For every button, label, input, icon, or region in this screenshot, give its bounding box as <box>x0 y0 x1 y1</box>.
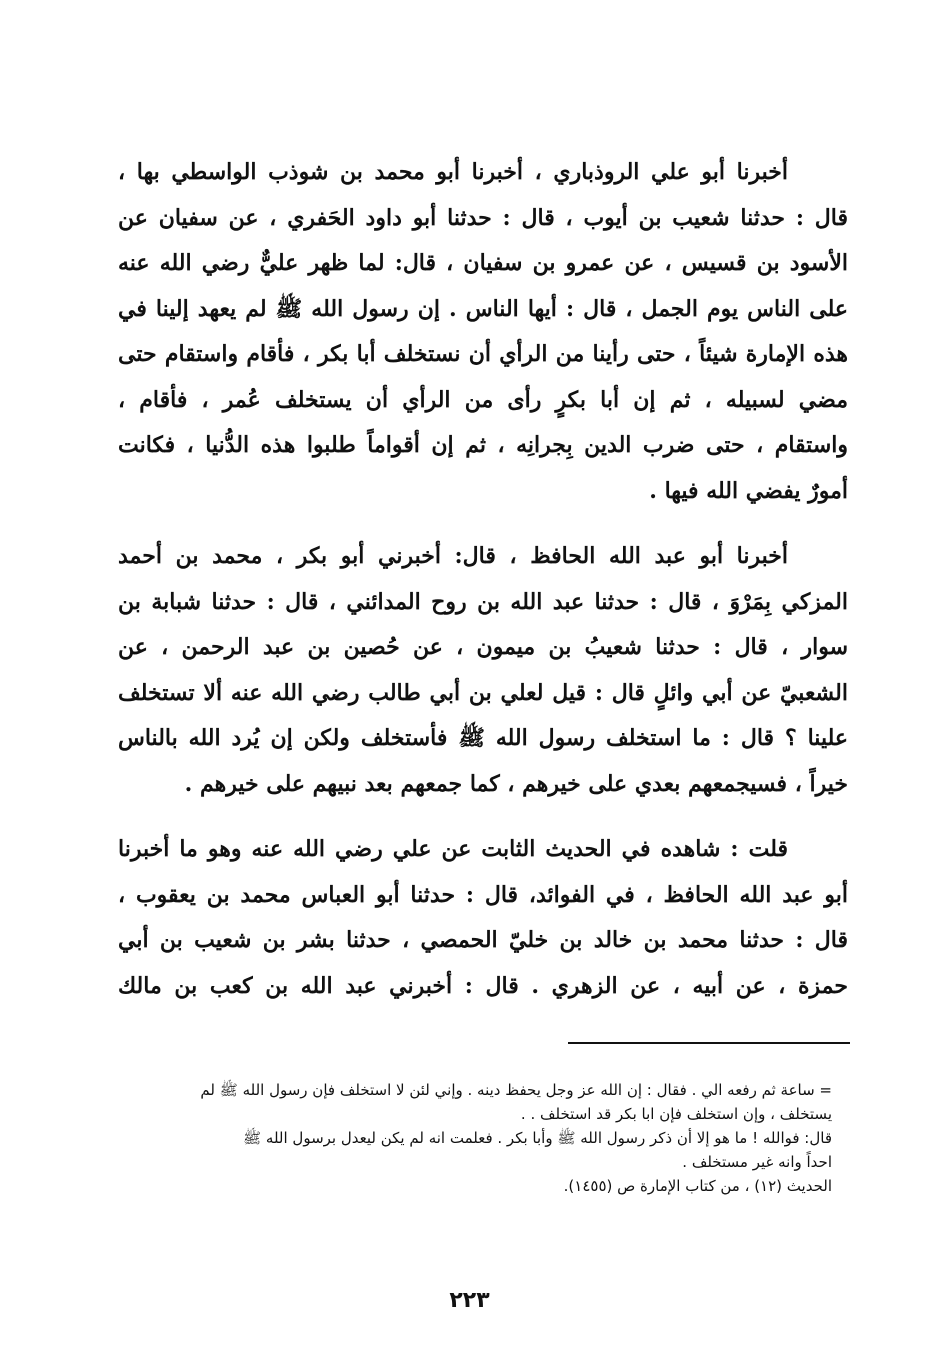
footnote-line: قال: فوالله ! ما هو إلا أن ذكر رسول الله ﷺ وأبا بكر . فعلمت انه لم يكن ليعدل برسول الله ﷺ <box>243 1129 832 1147</box>
text-line: أبو عبد الله الحافظ ، في الفوائد، قال : حدثنا أبو العباس محمد بن يعقوب ، <box>118 881 848 908</box>
text-line: على الناس يوم الجمل ، قال : أيها الناس . إن رسول الله ﷺ لم يعهد إلينا في <box>118 295 848 322</box>
text-line: أخبرنا أبو علي الروذباري ، أخبرنا أبو محمد بن شوذب الواسطي بها ، <box>118 159 788 185</box>
text-line: قال : حدثنا شعيب بن أيوب ، قال : حدثنا أبو داود الحَفري ، عن سفيان عن <box>118 204 848 231</box>
paragraph-2 <box>118 534 848 807</box>
text-line: واستقام ، حتى ضرب الدين بِجرانِه ، ثم إن أقواماً طلبوا هذه الدُّنيا ، فكانت <box>118 432 848 458</box>
footnote-line: = ساعة ثم رفعه الي . فقال : إن الله عز وجل يحفظ دينه . وإني لئن لا استخلف فإن رسول الله ﷺ لم <box>200 1081 832 1099</box>
text-line: حمزة ، عن أبيه ، عن الزهري . قال : أخبرني عبد الله بن كعب بن مالك <box>118 972 848 999</box>
text-line: الشعبيّ عن أبي وائلٍ قال : قيل لعلي بن أبي طالب رضي الله عنه ألا تستخلف <box>118 679 848 706</box>
text-line: قال : حدثنا محمد بن خالد بن خليّ الحمصي ، حدثنا بشر بن شعيب بن أبي <box>118 927 848 953</box>
page-number: ٢٢٣ <box>449 1288 490 1313</box>
text-line: أمورٌ يفضي الله فيها . <box>649 477 848 504</box>
text-line: سوار ، قال : حدثنا شعيبُ بن ميمون ، عن حُصين بن عبد الرحمن ، عن <box>118 634 848 660</box>
text-line: المزكي بِمَرْوَ ، قال : حدثنا عبد الله بن روح المدائني ، قال : حدثنا شبابة بن <box>118 588 848 615</box>
text-line: خيراً ، فسيجمعهم بعدي على خيرهم ، كما جمعهم بعد نبيهم على خيرهم . <box>184 770 848 797</box>
text-line: الأسود بن قسيس ، عن عمرو بن سفيان ، قال: لما ظهر عليٌّ رضي الله عنه <box>118 250 848 276</box>
text-line: هذه الإمارة شيئاً ، حتى رأينا من الرأي أن نستخلف أبا بكر ، فأقام واستقام حتى <box>118 341 848 367</box>
text-line: قلت : شاهده في الحديث الثابت عن علي رضي الله عنه وهو ما أخبرنا <box>118 836 788 862</box>
footnote-line: احداً وانه غير مستخلف . <box>682 1153 832 1171</box>
footnote-line: يستخلف ، وإن استخلف فإن ابا بكر قد استخلف . . <box>520 1105 832 1123</box>
footnote-divider <box>568 1042 850 1044</box>
paragraph-1 <box>118 150 848 514</box>
footnote-line: الحديث (١٢) ، من كتاب الإمارة ص (١٤٥٥). <box>563 1177 832 1195</box>
main-text <box>118 150 848 1009</box>
text-line: مضي لسبيله ، ثم إن أبا بكرٍ رأى من الرأي أن يستخلف عُمر ، فأقام ، <box>118 386 848 413</box>
paragraph-3 <box>118 827 848 1009</box>
text-line: أخبرنا أبو عبد الله الحافظ ، قال: أخبرني أبو بكر ، محمد بن أحمد <box>118 543 788 569</box>
text-line: علينا ؟ قال : ما استخلف رسول الله ﷺ فأستخلف ولكن إن يُرد الله بالناس <box>118 725 848 751</box>
footnotes <box>100 1078 832 1198</box>
